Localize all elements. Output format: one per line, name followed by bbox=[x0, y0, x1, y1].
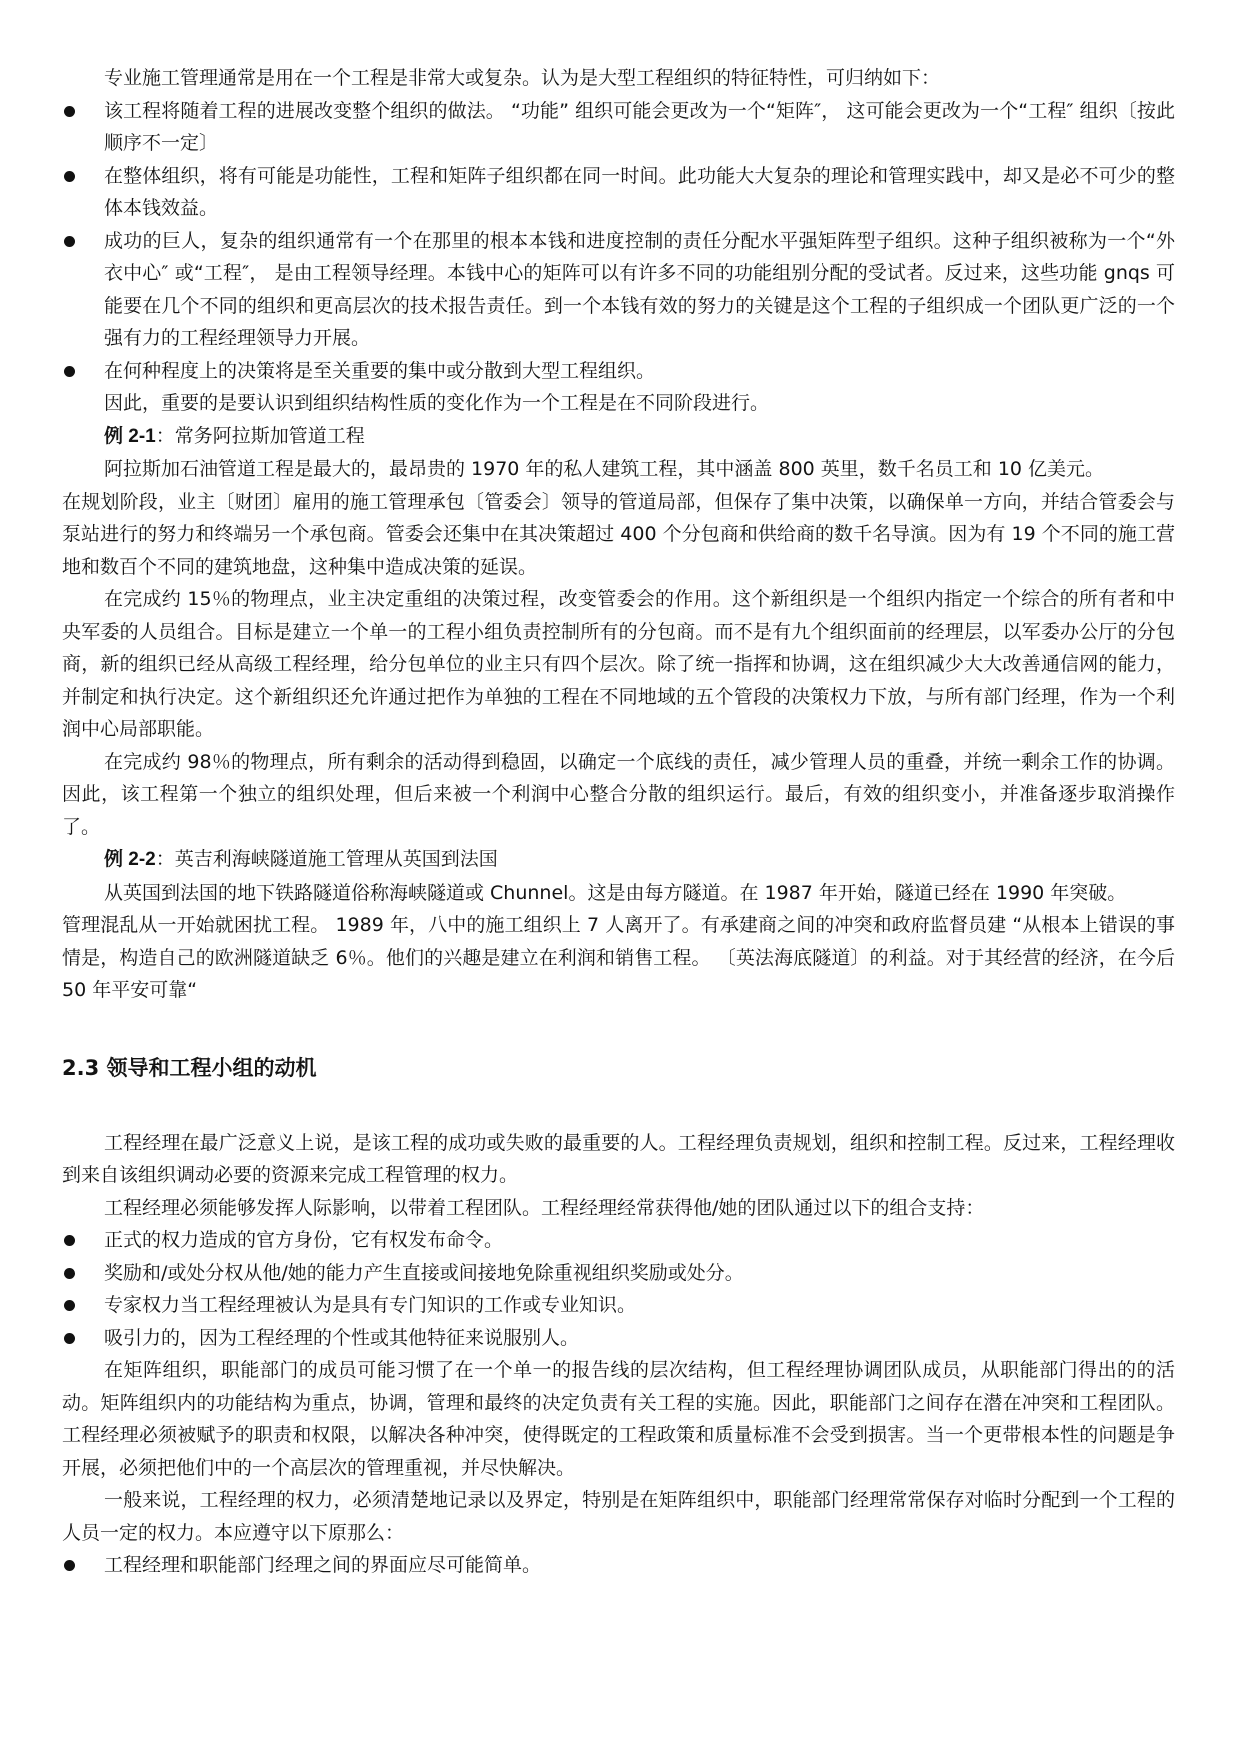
example-title: ：英吉利海峡隧道施工管理从英国到法国 bbox=[155, 848, 498, 870]
body-paragraph: 工程经理必须能够发挥人际影响，以带着工程团队。工程经理经常获得他/她的团队通过以下的组合支持： bbox=[104, 1196, 985, 1219]
intro-paragraph: 专业施工管理通常是用在一个工程是非常大或复杂。认为是大型工程组织的特征特性，可归纳如下： bbox=[104, 67, 941, 89]
example-paragraph: 阿拉斯加石油管道工程是最大的，最昂贵的 1970 年的私人建筑工程，其中涵盖 800 英里，数千名员工和 10 亿美元。 bbox=[104, 458, 1105, 480]
bullet-text: 专家权力当工程经理被认为是具有专门知识的工作或专业知识。 bbox=[104, 1294, 637, 1316]
example-heading bbox=[62, 843, 1175, 877]
bullet-item bbox=[62, 1257, 1175, 1290]
bullet-item bbox=[62, 95, 1175, 160]
example-label: 例 2-1 bbox=[104, 425, 156, 447]
bullet-item bbox=[62, 1322, 1175, 1355]
bullet-text: 奖励和/或处分权从他/她的能力产生直接或间接地免除重视组织奖励或处分。 bbox=[104, 1261, 744, 1284]
bullet-text: 该工程将随着工程的进展改变整个组织的做法。 “功能” 组织可能会更改为一个“矩阵″， 这可能会更改为一个“工程″ 组织〔按此顺序不一定〕 bbox=[104, 99, 1175, 154]
bullet-item bbox=[62, 1224, 1175, 1257]
spacer bbox=[62, 1083, 1175, 1127]
bullet-dot-icon bbox=[64, 171, 75, 182]
bullet-dot-icon bbox=[64, 236, 75, 247]
bullet-text: 正式的权力造成的官方身份，它有权发布命令。 bbox=[104, 1229, 504, 1251]
bullet-dot-icon bbox=[64, 106, 75, 117]
bullet-dot-icon bbox=[64, 1300, 75, 1311]
example-title: ：常务阿拉斯加管道工程 bbox=[155, 424, 365, 447]
body-paragraph: 一般来说，工程经理的权力，必须清楚地记录以及界定，特别是在矩阵组织中，职能部门经理常常保存对临时分配到一个工程的人员一定的权力。本应遵守以下原那么： bbox=[62, 1489, 1175, 1544]
bullet-dot-icon bbox=[64, 1560, 75, 1571]
example-paragraph: 在完成约 15％的物理点，业主决定重组的决策过程，改变管委会的作用。这个新组织是一个组织内指定一个综合的所有者和中央军委的人员组合。目标是建立一个单一的工程小组负责控制所有的分包商。而不是有九个组织面前的经理层，以军委办公厅的分包商，新的组织已经从高级工程经理，给分包单位的业主只有四个层次。除了统一指挥和协调，这在组织减少大大改善通信网的能力，并制定和执行决定。这个新组织还允许通过把作为单独的工程在不同地域的五个管段的决策权力下放，与所有部门经理，作为一个利润中心局部职能。 bbox=[62, 588, 1175, 740]
bullet-text: 在何种程度上的决策将是至关重要的集中或分散到大型工程组织。 bbox=[104, 359, 656, 382]
example-paragraph: 在规划阶段，业主〔财团〕雇用的施工管理承包〔管委会〕领导的管道局部，但保存了集中决策，以确保单一方向，并结合管委会与泵站进行的努力和终端另一个承包商。管委会还集中在其决策超过 400 个分包商和供给商的数千名导演。因为有 19 个不同的施工营地和数百个不同的建筑地盘，这种集中造成决策的延误。 bbox=[62, 490, 1175, 578]
bullet-dot-icon bbox=[64, 1235, 75, 1246]
bullet-dot-icon bbox=[64, 1268, 75, 1279]
body-paragraph: 在矩阵组织，职能部门的成员可能习惯了在一个单一的报告线的层次结构，但工程经理协调团队成员，从职能部门得出的的活动。矩阵组织内的功能结构为重点，协调，管理和最终的决定负责有关工程的实施。因此，职能部门之间存在潜在冲突和工程团队。工程经理必须被赋予的职责和权限，以解决各种冲突，使得既定的工程政策和质量标准不会受到损害。当一个更带根本性的问题是争开展，必须把他们中的一个高层次的管理重视，并尽快解决。 bbox=[62, 1359, 1175, 1479]
bullet-text: 在整体组织，将有可能是功能性，工程和矩阵子组织都在同一时间。此功能大大复杂的理论和管理实践中，却又是必不可少的整体本钱效益。 bbox=[104, 164, 1175, 219]
bullet-item bbox=[62, 1289, 1175, 1322]
bullet-text: 吸引力的，因为工程经理的个性或其他特征来说服别人。 bbox=[104, 1326, 580, 1349]
example-heading bbox=[62, 420, 1175, 454]
bullet-item bbox=[62, 160, 1175, 225]
example-label: 例 2-2 bbox=[104, 849, 156, 870]
bullet-text: 成功的巨人，复杂的组织通常有一个在那里的根本本钱和进度控制的责任分配水平强矩阵型子组织。这种子组织被称为一个“外衣中心″ 或“工程″， 是由工程领导经理。本钱中心的矩阵可以有许多不同的功能组别分配的受试者。反过来，这些功能 gnqs 可能要在几个不同的组织和更高层次的技术报告责任。到一个本钱有效的努力的关键是这个工程的子组织成一个团队更广泛的一个强有力的工程经理领导力开展。 bbox=[104, 229, 1175, 349]
body-paragraph: 工程经理在最广泛意义上说，是该工程的成功或失败的最重要的人。工程经理负责规划，组织和控制工程。反过来，工程经理收到来自该组织调动必要的资源来完成工程管理的权力。 bbox=[62, 1131, 1175, 1186]
section-heading: 2.3 领导和工程小组的动机 bbox=[62, 1055, 317, 1080]
bullet-item bbox=[62, 355, 1175, 388]
spacer bbox=[62, 1007, 1175, 1053]
conclusion-paragraph: 因此，重要的是要认识到组织结构性质的变化作为一个工程是在不同阶段进行。 bbox=[104, 392, 770, 414]
example-paragraph: 在完成约 98％的物理点，所有剩余的活动得到稳固，以确定一个底线的责任，减少管理人员的重叠，并统一剩余工作的协调。因此，该工程第一个独立的组织处理，但后来被一个利润中心整合分散的组织运行。最后，有效的组织变小，并准备逐步取消操作了。 bbox=[62, 750, 1175, 838]
example-paragraph: 从英国到法国的地下铁路隧道俗称海峡隧道或 Chunnel。这是由每方隧道。在 1987 年开始，隧道已经在 1990 年突破。 bbox=[104, 881, 1127, 904]
bullet-text: 工程经理和职能部门经理之间的界面应尽可能简单。 bbox=[104, 1554, 542, 1576]
example-paragraph: 管理混乱从一开始就困扰工程。 1989 年，八中的施工组织上 7 人离开了。有承建商之间的冲突和政府监督员建 “从根本上错误的事情是，构造自己的欧洲隧道缺乏 6％。他们的兴趣是建立在利润和销售工程。 〔英法海底隧道〕的利益。对于其经营的经济，在今后 50 年平安可靠“ bbox=[62, 914, 1175, 1001]
bullet-dot-icon bbox=[64, 1333, 75, 1344]
bullet-dot-icon bbox=[64, 366, 75, 377]
bullet-item bbox=[62, 225, 1175, 355]
bullet-item bbox=[62, 1549, 1175, 1582]
